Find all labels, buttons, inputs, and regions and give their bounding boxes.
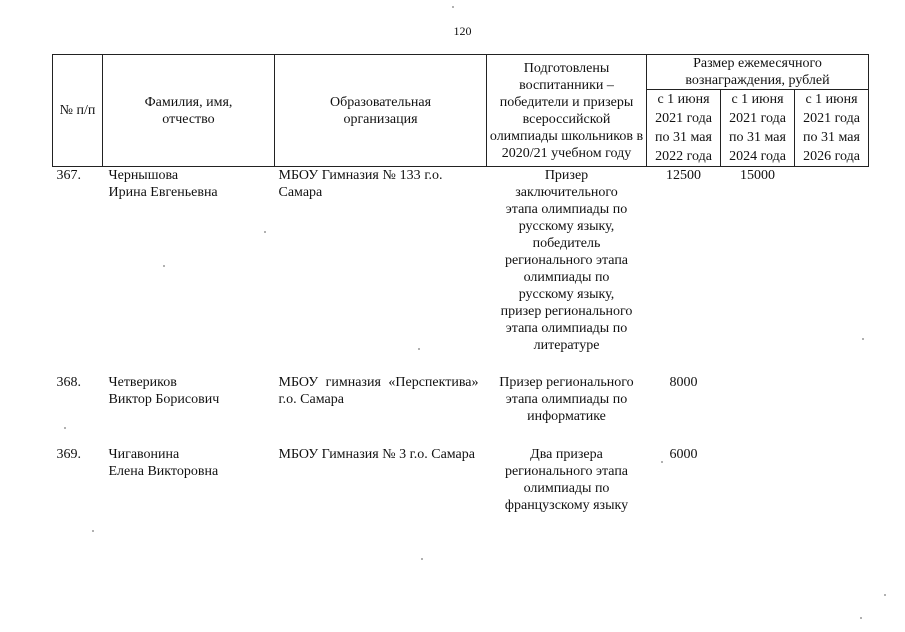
scan-speck bbox=[862, 338, 864, 340]
row-name bbox=[103, 446, 275, 524]
table-header bbox=[53, 55, 869, 167]
row-organization: МБОУ гимназия «Перспектива» г.о. Самара bbox=[278, 375, 479, 407]
row-given-name: Елена Викторовна bbox=[108, 464, 219, 479]
row-name bbox=[103, 374, 275, 446]
header-name: Фамилия, имя, отчество bbox=[103, 55, 275, 167]
header-org: Образовательная организация bbox=[275, 55, 487, 167]
row-given-name: Ирина Евгеньевна bbox=[108, 185, 218, 200]
row-achievement: Призер регионального этапа олимпиады по информатике bbox=[499, 375, 634, 424]
row-achievement: Два призера регионального этапа олимпиады по французскому языку bbox=[504, 447, 629, 513]
scan-speck bbox=[661, 461, 663, 463]
scan-speck bbox=[452, 6, 454, 8]
table-row bbox=[53, 167, 869, 375]
header-num: № п/п bbox=[53, 55, 103, 167]
row-amount-2022: 8000 bbox=[669, 375, 698, 390]
page-number: 120 bbox=[453, 24, 472, 38]
row-organization: МБОУ Гимназия № 133 г.о. Самара bbox=[278, 168, 443, 200]
row-number: 368. bbox=[56, 375, 81, 390]
scan-speck bbox=[860, 617, 862, 619]
scan-speck bbox=[418, 348, 420, 350]
header-period-2024: с 1 июня 2021 года по 31 мая 2024 года bbox=[721, 90, 795, 167]
table-row bbox=[53, 446, 869, 524]
scan-speck bbox=[884, 594, 886, 596]
row-amount-2022: 6000 bbox=[669, 447, 698, 462]
row-organization: МБОУ Гимназия № 3 г.о. Самара bbox=[278, 447, 475, 462]
scan-speck bbox=[64, 427, 66, 429]
scan-speck bbox=[92, 530, 94, 532]
header-period-2026: с 1 июня 2021 года по 31 мая 2026 года bbox=[795, 90, 869, 167]
row-surname: Четвериков bbox=[108, 375, 177, 390]
table-body bbox=[53, 167, 869, 525]
row-surname: Чигавонина bbox=[108, 447, 180, 462]
header-amount-group: Размер ежемесячного вознаграждения, рублей bbox=[647, 55, 869, 90]
row-surname: Чернышова bbox=[108, 168, 179, 183]
row-amount-2026 bbox=[795, 167, 869, 375]
row-amount-2026 bbox=[795, 374, 869, 446]
scan-speck bbox=[163, 265, 165, 267]
row-name bbox=[103, 167, 275, 375]
scan-speck bbox=[421, 558, 423, 560]
row-given-name: Виктор Борисович bbox=[108, 392, 220, 407]
header-achievement: Подготовлены воспитанники – победители и призеры всероссийской олимпиады школьников в 2020/21 учебном году bbox=[487, 55, 647, 167]
row-amount-2024 bbox=[721, 446, 795, 524]
table-row bbox=[53, 374, 869, 446]
scan-speck bbox=[264, 231, 266, 233]
row-amount-2024 bbox=[721, 374, 795, 446]
row-amount-2022: 12500 bbox=[666, 168, 701, 183]
row-amount-2026 bbox=[795, 446, 869, 524]
row-achievement: Призер заключительного этапа олимпиады по русскому языку, победитель регионального этапа олимпиады по русскому языку, призер регионального этапа олимпиады по литературе bbox=[500, 168, 633, 353]
row-amount-2024: 15000 bbox=[740, 168, 775, 183]
row-number: 369. bbox=[56, 447, 81, 462]
header-period-2022: с 1 июня 2021 года по 31 мая 2022 года bbox=[647, 90, 721, 167]
awards-table bbox=[52, 54, 869, 524]
row-number: 367. bbox=[56, 168, 81, 183]
